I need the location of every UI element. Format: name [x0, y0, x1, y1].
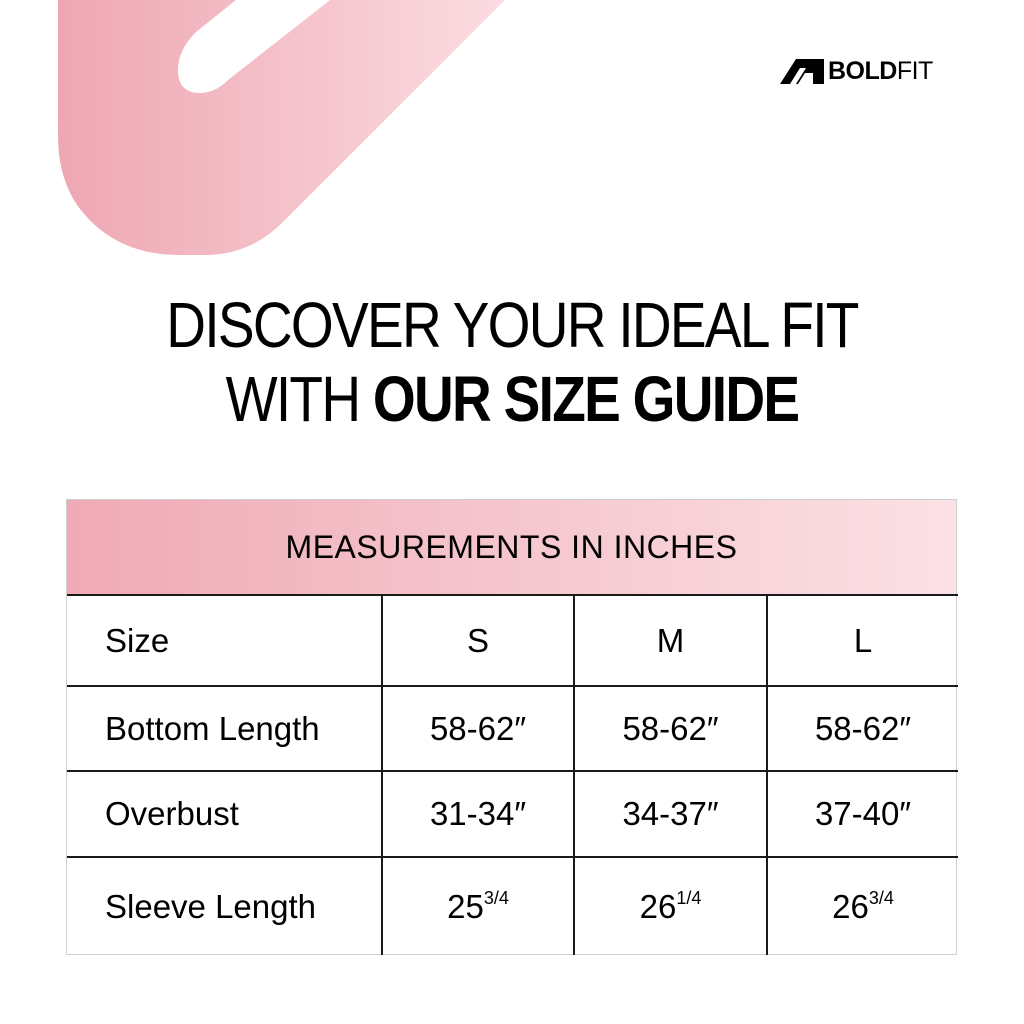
size-chart-grid	[67, 594, 958, 955]
bottom-length-m: 58-62″	[574, 686, 767, 771]
sleeve-length-m-fraction: 1/4	[676, 887, 702, 908]
sleeve-length-s-whole: 25	[447, 887, 484, 925]
sleeve-length-l	[767, 857, 958, 955]
headline-line-2-bold: OUR SIZE GUIDE	[372, 363, 799, 435]
headline-line-2	[72, 362, 953, 436]
page-headline	[72, 288, 953, 436]
brand-logo	[780, 56, 933, 86]
sleeve-length-s	[382, 857, 574, 955]
overbust-l: 37-40″	[767, 771, 958, 857]
boldfit-logo-mark-icon	[780, 57, 826, 85]
bottom-length-s: 58-62″	[382, 686, 574, 771]
logo-text-bold: BOLD	[828, 57, 897, 85]
headline-line-2-light: WITH	[225, 363, 373, 435]
size-column-l: L	[767, 595, 958, 686]
sleeve-length-s-fraction: 3/4	[483, 887, 509, 908]
overbust-s: 31-34″	[382, 771, 574, 857]
row-label-sleeve-length: Sleeve Length	[67, 857, 382, 955]
row-label-size: Size	[67, 595, 382, 686]
table-row-bottom-length	[67, 686, 958, 771]
table-row-overbust	[67, 771, 958, 857]
row-label-bottom-length: Bottom Length	[67, 686, 382, 771]
table-row-sleeve-length	[67, 857, 958, 955]
size-chart	[66, 499, 957, 955]
sleeve-length-l-fraction: 3/4	[868, 887, 894, 908]
table-row-size	[67, 595, 958, 686]
sleeve-length-l-whole: 26	[832, 887, 869, 925]
decorative-swoosh	[0, 0, 520, 270]
overbust-m: 34-37″	[574, 771, 767, 857]
size-column-m: M	[574, 595, 767, 686]
sleeve-length-m	[574, 857, 767, 955]
headline-line-1: DISCOVER YOUR IDEAL FIT	[166, 289, 858, 361]
bottom-length-l: 58-62″	[767, 686, 958, 771]
size-chart-title: MEASUREMENTS IN INCHES	[67, 500, 956, 594]
sleeve-length-m-whole: 26	[639, 887, 677, 925]
row-label-overbust: Overbust	[67, 771, 382, 857]
logo-text-light: FIT	[896, 57, 933, 85]
size-column-s: S	[382, 595, 574, 686]
